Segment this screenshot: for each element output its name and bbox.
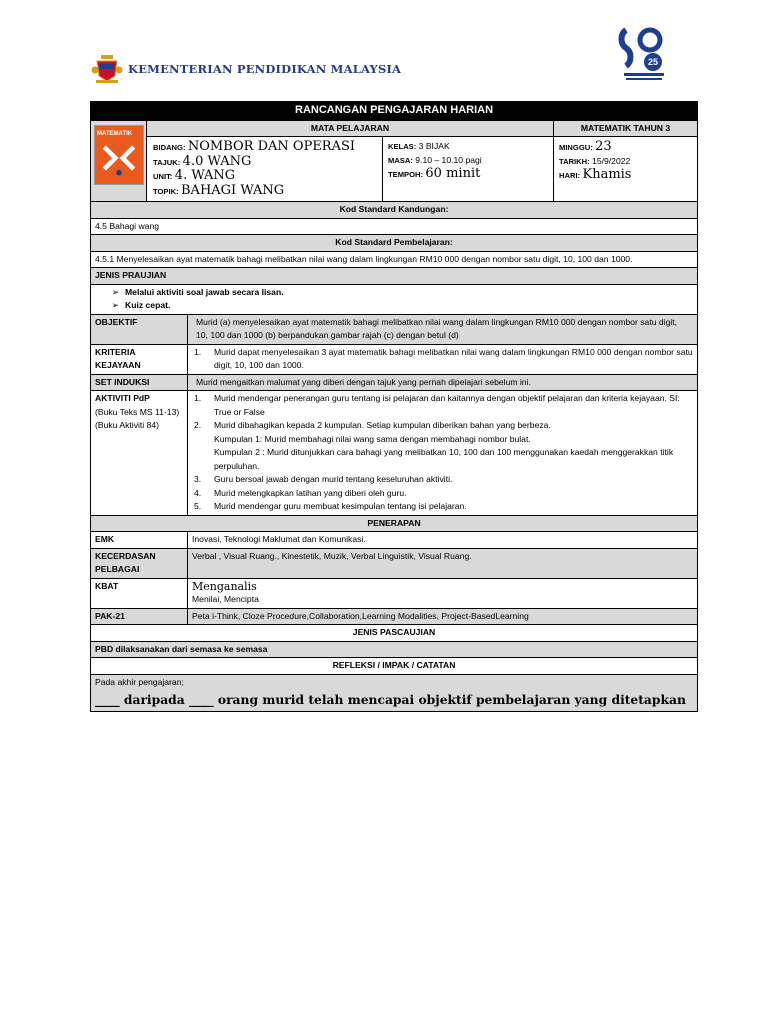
refleksi-cell [91, 674, 698, 711]
ksk-label: Kod Standard Kandungan: [91, 202, 698, 219]
kbat-label: KBAT [91, 578, 188, 608]
tarikh-value: 15/9/2022 [592, 155, 631, 166]
lesson-plan-title: RANCANGAN PENGAJARAN HARIAN [91, 102, 698, 121]
pak21-label: PAK-21 [91, 608, 188, 625]
list-item: 4. Murid melengkapkan latihan yang diberi oleh guru. [194, 487, 407, 498]
aktiviti-label: AKTIVITI PdP [95, 393, 150, 403]
set-induksi-value: Murid mengaitkan malumat yang diberi dengan tajuk yang pernah dipelajari sebelum ini. [188, 374, 698, 391]
date-info-cell: MINGGU: 23 TARIKH: 15/9/2022 HARI: Khamis [554, 137, 698, 202]
unit-value: 4. WANG [174, 168, 236, 183]
class-info-cell: KELAS: 3 BIJAK MASA: 9.10 – 10.10 pagi TEMPOH: 60 minit [383, 137, 554, 202]
page-header [0, 0, 768, 100]
pascaujian-label: JENIS PASCAUJIAN [91, 625, 698, 642]
pak21-value: Peta i-Think, Cloze Procedure,Collaboration,Learning Modalities, Project-BasedLearning [188, 608, 698, 625]
ksp-value: 4.5.1 Menyelesaikan ayat matematik bahagi melibatkan nilai wang dalam lingkungan RM10 000 dengan nombor satu digit, 10, 100 dan 1000. [91, 251, 698, 268]
objektif-value: Murid (a) menyelesaikan ayat matematik bahagi melibatkan nilai wang dalam lingkungan RM10 000 dengan nombor satu digit, 10, 100 dan 1000 (b) berpandukan gambar rajah (c) dengan betul (d) [188, 314, 698, 344]
subject-label: MATA PELAJARAN [147, 120, 554, 137]
topic-info-cell: BIDANG: NOMBOR DAN OPERASI TAJUK: 4.0 WANG UNIT: 4. WANG TOPIK: BAHAGI WANG [147, 137, 383, 202]
emk-label: EMK [91, 532, 188, 549]
refleksi-label: REFLEKSI / IMPAK / CATATAN [91, 658, 698, 675]
list-item: Kumpulan 2 : Murid ditunjukkan cara bahagi yang melibatkan 10, 100 dan 100 menggunakan kaedah menggerakkan titik perpuluhan. [214, 447, 674, 471]
set-induksi-label: SET INDUKSI [91, 374, 188, 391]
objektif-label: OBJEKTIF [91, 314, 188, 344]
textbook-cover-cell [91, 120, 147, 202]
kriteria-label: KRITERIA KEJAYAAN [91, 344, 188, 374]
pascaujian-value: PBD dilaksanakan dari semasa ke semasa [91, 641, 698, 658]
praujian-list [95, 286, 693, 313]
hari-value: Khamis [582, 167, 632, 182]
praujian-list-cell [91, 284, 698, 314]
arrow-bullet-icon: ➢ [111, 286, 119, 297]
list-item: 1. Murid dapat menyelesaikan 3 ayat matematik bahagi melibatkan nilai wang dalam lingkungan RM10 000 dengan nombor satu digit, 10, 100 dan 1000. [194, 346, 693, 370]
cover-illustration-icon [97, 138, 141, 178]
kbat-cell [188, 578, 698, 608]
anniversary-logo-icon [616, 24, 670, 82]
malaysia-coat-of-arms-icon [91, 54, 123, 84]
tempoh-value: 60 minit [425, 166, 481, 181]
kbat-value-2: Menilai, Mencipta [192, 594, 259, 604]
kbat-value-1: Menganalis [192, 579, 257, 593]
refleksi-intro: Pada akhir pengajaran; [95, 676, 184, 687]
kecerdasan-value: Verbal , Visual Ruang., Kinestetik, Muzik, Verbal Linguistik, Visual Ruang. [188, 548, 698, 578]
aktiviti-list [192, 392, 693, 514]
list-item: ➢ Kuiz cepat. [95, 299, 693, 313]
lesson-plan-table [90, 101, 698, 712]
list-item: Kumpulan 1: Murid membahagi nilai wang sama dengan membahagi nombor bulat. [214, 433, 531, 444]
ksk-value: 4.5 Bahagi wang [91, 218, 698, 235]
list-item: ➢ Melalui aktiviti soal jawab secara lisan. [95, 286, 693, 300]
aktiviti-sub-1: (Buku Teks MS 11-13) [95, 406, 180, 417]
arrow-bullet-icon: ➢ [111, 300, 119, 310]
kriteria-cell [188, 344, 698, 374]
aktiviti-sub-2: (Buku Aktiviti 84) [95, 420, 159, 430]
emk-value: Inovasi, Teknologi Maklumat dan Komunikasi. [188, 532, 698, 549]
textbook-cover-image: MATEMATIK [94, 125, 144, 185]
list-item: 3. Guru bersoal jawab dengan murid tentang keseluruhan aktiviti. [194, 474, 453, 484]
svg-text:25: 25 [647, 57, 659, 67]
kelas-value: 3 BIJAK [418, 141, 450, 151]
kecerdasan-label: KECERDASAN PELBAGAI [91, 548, 188, 578]
bidang-value: NOMBOR DAN OPERASI [187, 139, 356, 154]
penerapan-label: PENERAPAN [91, 515, 698, 532]
tajuk-value: 4.0 WANG [182, 153, 252, 169]
list-item: 2. Murid dibahagikan kepada 2 kumpulan. Setiap kumpulan diberikan bahan yang berbeza. [194, 420, 551, 430]
refleksi-line: ____ daripada ____ orang murid telah mencapai objektif pembelajaran yang ditetapkan [95, 692, 686, 707]
ksp-label: Kod Standard Pembelajaran: [91, 235, 698, 252]
topik-value: BAHAGI WANG [181, 182, 285, 198]
aktiviti-label-cell [91, 391, 188, 516]
list-item: 5. Murid mendengar guru membuat kesimpulan tentang isi pelajaran. [194, 501, 467, 511]
masa-value: 9.10 – 10.10 pagi [415, 154, 482, 165]
aktiviti-cell [188, 391, 698, 516]
praujian-label: JENIS PRAUJIAN [91, 268, 698, 285]
ministry-title: KEMENTERIAN PENDIDIKAN MALAYSIA [128, 62, 402, 76]
list-item: 1. Murid mendengar penerangan guru tentang isi pelajaran dan kaitannya dengan objektif pelajaran dan kriteria kejayaan. SI: True or False [194, 393, 680, 417]
minggu-value: 23 [595, 139, 612, 154]
subject-value: MATEMATIK TAHUN 3 [554, 120, 698, 137]
